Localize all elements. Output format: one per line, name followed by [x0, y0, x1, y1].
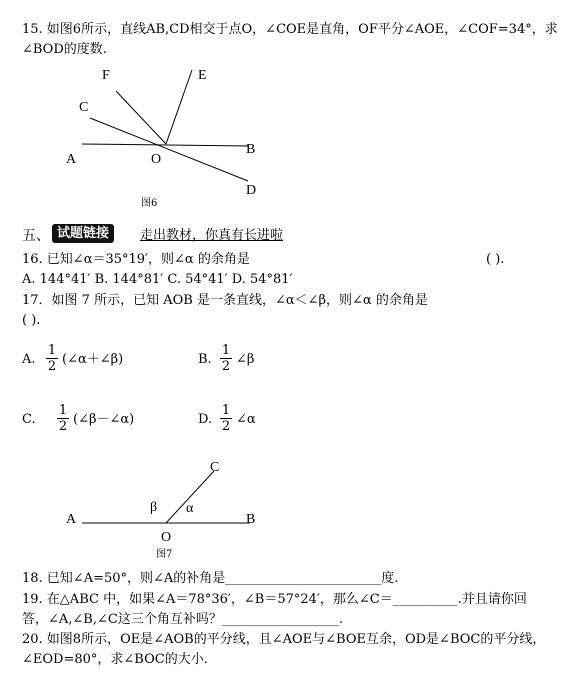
q20-line1: 20. 如图8所示，OE是∠AOB的平分线，且∠AOE与∠BOE互余，OD是∠BOC的平分线，: [22, 632, 546, 647]
q16-stem: 16. 已知∠α＝35°19′，则∠α 的余角是: [22, 252, 250, 267]
q19-line1: 19. 在△ABC 中，如果∠A＝78°36′，∠B＝57°24′，那么∠C＝__________.并且请你回: [22, 592, 527, 607]
fig6-label-a: A: [66, 152, 77, 167]
q18-text: 18. 已知∠A=50°，则∠A的补角是________________________度.: [22, 571, 399, 586]
fig7-label-b: B: [246, 512, 256, 527]
q17-opt-a-label: A.: [22, 352, 36, 367]
fig6-caption: 图6: [141, 198, 158, 209]
q17-opt-c-num: 1: [58, 403, 68, 418]
fig7-label-o: O: [161, 530, 172, 545]
q17-opt-d-num: 1: [221, 403, 231, 418]
q17-opt-b-label: B.: [198, 352, 212, 367]
q17-opt-b-expr: ∠β: [236, 352, 255, 367]
fig7-label-alpha: α: [186, 501, 194, 516]
q16-paren: ( ).: [486, 252, 505, 267]
fig6-ray-oe: [166, 70, 192, 144]
q17-opt-c-den: 2: [58, 419, 68, 434]
q15-line2: ∠BOD的度数.: [22, 42, 107, 57]
fig6-line-ab: [82, 144, 248, 146]
fig6-label-b: B: [246, 142, 256, 157]
q17-line1: 17．如图 7 所示，已知 AOB 是一条直线，∠α＜∠β，则∠α 的余角是: [22, 293, 428, 308]
q17-opt-d-den: 2: [221, 419, 231, 434]
q17-opt-b-den: 2: [221, 359, 231, 374]
section-badge: 试题链接: [52, 224, 114, 243]
fig6-ray-of: [116, 91, 166, 144]
fig7-label-beta: β: [150, 500, 158, 515]
q17-opt-a-den: 2: [47, 359, 57, 374]
q20-line2: ∠EOD=80°，求∠BOC的大小.: [22, 652, 208, 667]
q17-line2: ( ).: [22, 313, 41, 328]
q17-opt-a-fraction: [46, 343, 58, 374]
fig6-label-d: D: [246, 183, 257, 198]
q17-opt-a-num: 1: [47, 343, 57, 358]
q16-options: A. 144°41′ B. 144°81′ C. 54°41′ D. 54°81′: [22, 272, 293, 287]
fig6-label-c: C: [79, 100, 89, 115]
q17-opt-d-fraction: [220, 403, 232, 434]
fig6-line-cd: [90, 118, 248, 181]
q19-line2: 答，∠A,∠B,∠C这三个角互补吗？__________________.: [22, 612, 343, 627]
fig6-label-e: E: [198, 68, 207, 83]
q17-opt-b-num: 1: [221, 343, 231, 358]
q17-opt-c-label: C.: [22, 412, 36, 427]
q17-opt-c-fraction: [57, 403, 69, 434]
q17-opt-d-label: D.: [198, 412, 213, 427]
fig7-caption: 图7: [156, 549, 173, 560]
q17-opt-c-expr: (∠β－∠α): [73, 412, 135, 427]
fig7-label-c: C: [210, 460, 220, 475]
q17-opt-a-expr: (∠α＋∠β): [62, 352, 124, 367]
q17-opt-d-expr: ∠α: [236, 412, 256, 427]
section-number: 五、: [22, 228, 50, 244]
fig7-label-a: A: [66, 512, 77, 527]
fig6-label-f: F: [102, 68, 110, 83]
q17-opt-b-fraction: [220, 343, 232, 374]
section-slogan: 走出教材，你真有长进啦: [140, 228, 284, 243]
q15-line1: 15. 如图6所示，直线AB,CD相交于点O，∠COE是直角，OF平分∠AOE，∠COF=34°，求: [22, 22, 558, 37]
fig6-label-o: O: [151, 152, 162, 167]
